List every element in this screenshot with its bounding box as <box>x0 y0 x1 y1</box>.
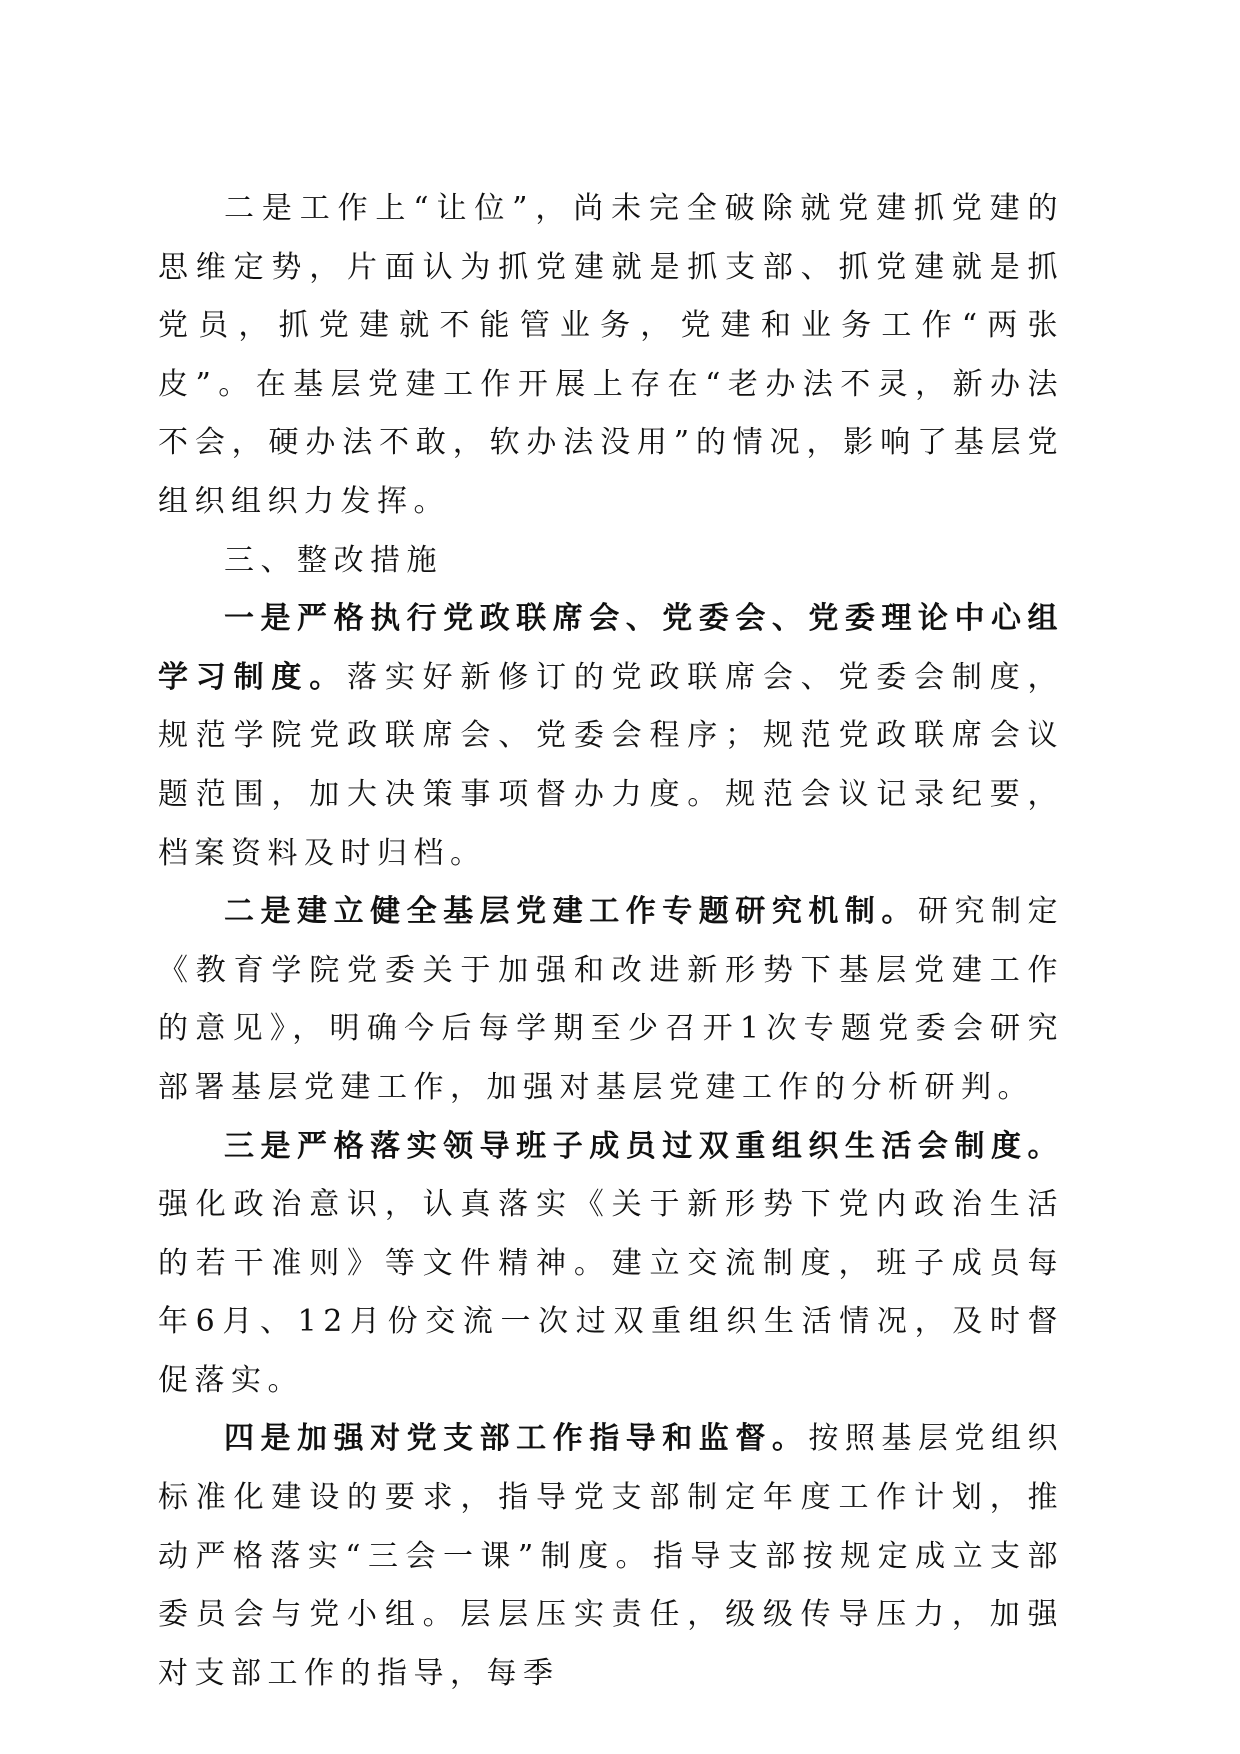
paragraph-text: 研究制定《教育学院党委关于加强和改进新形势下基层党建工作的意见》，明确今后每学期至少召开1次专题党委会研究部署基层党建工作，加强对基层党建工作的分析研判。 <box>158 894 1065 1105</box>
paragraph-lead: 一是严格执行党政联席会、党委会、党委理论中心组学习制度。 <box>158 601 1064 695</box>
paragraph-text: 二是工作上“让位”，尚未完全破除就党建抓党建的思维定势，片面认为抓党建就是抓支部、抓党建就是抓党员，抓党建就不能管业务，党建和业务工作“两张皮”。在基层党建工作开展上存在“老办法不灵，新办法不会，硬办法不敢，软办法没用”的情况，影响了基层党组织组织力发挥。 <box>158 191 1064 519</box>
paragraph-measure-2 <box>158 883 1064 1117</box>
paragraph-text: 强化政治意识，认真落实《关于新形势下党内政治生活的若干准则》等文件精神。建立交流制度，班子成员每年6月、12月份交流一次过双重组织生活情况，及时督促落实。 <box>158 1187 1064 1398</box>
paragraph-measure-1 <box>158 590 1064 883</box>
section-heading-rectification <box>158 532 1064 591</box>
paragraph-measure-4 <box>158 1410 1064 1703</box>
paragraph-work-position <box>158 180 1064 532</box>
paragraph-lead: 四是加强对党支部工作指导和监督。 <box>224 1421 809 1457</box>
paragraph-lead: 三是严格落实领导班子成员过双重组织生活会制度。 <box>224 1128 1064 1164</box>
paragraph-lead: 二是建立健全基层党建工作专题研究机制。 <box>224 894 918 930</box>
document-body <box>158 180 1064 1703</box>
paragraph-measure-3 <box>158 1118 1064 1411</box>
paragraph-text: 落实好新修订的党政联席会、党委会制度，规范学院党政联席会、党委会程序；规范党政联席会议题范围，加大决策事项督办力度。规范会议记录纪要，档案资料及时归档。 <box>158 659 1065 871</box>
section-heading-text: 三、整改措施 <box>224 542 443 578</box>
paragraph-text: 按照基层党组织标准化建设的要求，指导党支部制定年度工作计划，推动严格落实“三会一课”制度。指导支部按规定成立支部委员会与党小组。层层压实责任，级级传导压力，加强对支部工作的指导，每季 <box>158 1421 1065 1691</box>
